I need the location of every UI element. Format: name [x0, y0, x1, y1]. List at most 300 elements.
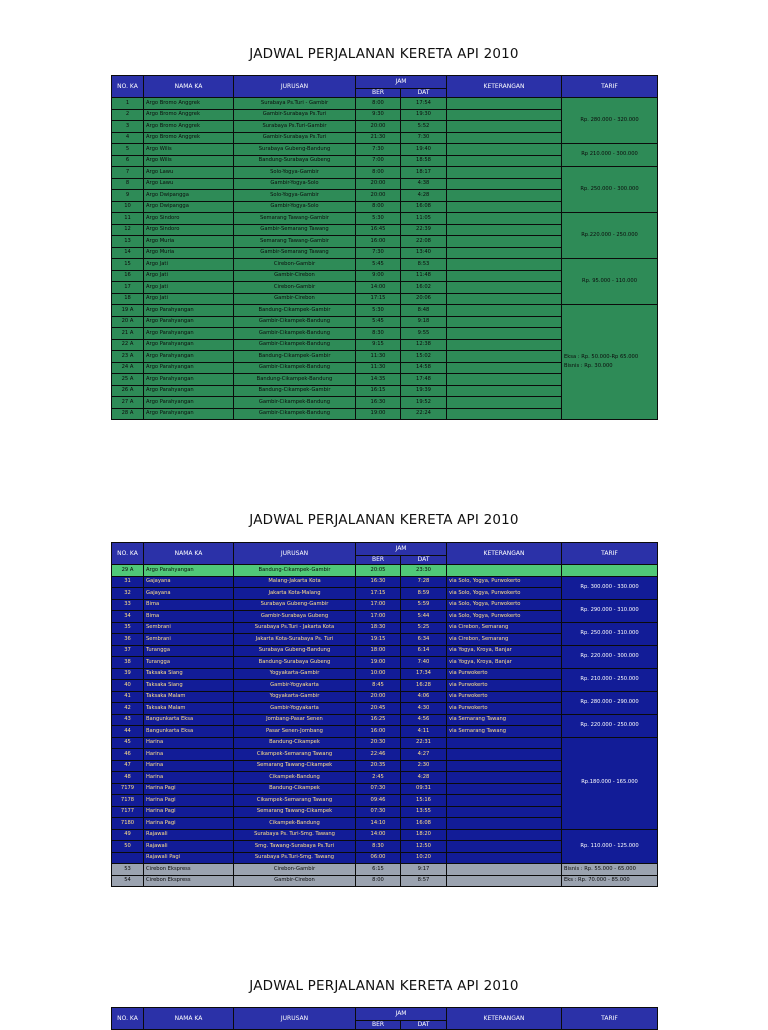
cell-no-ka: 27 A: [112, 397, 144, 409]
cell-keterangan: [447, 749, 562, 761]
cell-nama-ka: Harina Pagi: [144, 806, 234, 818]
cell-no-ka: 11: [112, 213, 144, 225]
cell-nama-ka: Cirebon Ekspress: [144, 875, 234, 887]
cell-jurusan: Semarang Tawang-Gambir: [234, 213, 356, 225]
header-keterangan: KETERANGAN: [447, 1008, 562, 1030]
cell-nama-ka: Gajayana: [144, 588, 234, 600]
cell-no-ka: 53: [112, 864, 144, 876]
cell-jurusan: Surabaya Ps.Turi-Gambir: [234, 121, 356, 133]
cell-berangkat: 9:30: [356, 109, 401, 121]
cell-no-ka: 7: [112, 167, 144, 179]
cell-jurusan: Gambir-Cikampek-Bandung: [234, 362, 356, 374]
cell-no-ka: 29 A: [112, 565, 144, 577]
cell-berangkat: 07:30: [356, 783, 401, 795]
cell-no-ka: 9: [112, 190, 144, 202]
cell-keterangan: [447, 374, 562, 386]
cell-tarif: Rp. 300.000 - 330.000: [562, 576, 658, 599]
cell-no-ka: 31: [112, 576, 144, 588]
table-row: [112, 144, 658, 156]
cell-keterangan: [447, 760, 562, 772]
cell-nama-ka: Argo Jati: [144, 270, 234, 282]
cell-datang: 13:55: [401, 806, 447, 818]
header-tarif: TARIF: [562, 1008, 658, 1030]
cell-keterangan: [447, 737, 562, 749]
cell-berangkat: 14:00: [356, 282, 401, 294]
cell-jurusan: Jakarta Kota-Surabaya Ps. Turi: [234, 634, 356, 646]
cell-tarif: Rp.220.000 - 250.000: [562, 213, 658, 259]
cell-datang: 22:08: [401, 236, 447, 248]
cell-berangkat: 16:30: [356, 397, 401, 409]
cell-keterangan: [447, 362, 562, 374]
table-2-body: [112, 565, 658, 887]
cell-datang: 6:14: [401, 645, 447, 657]
cell-berangkat: 8:00: [356, 201, 401, 213]
cell-keterangan: via Purwokerto: [447, 668, 562, 680]
cell-nama-ka: Harina: [144, 737, 234, 749]
cell-no-ka: 48: [112, 772, 144, 784]
cell-nama-ka: Argo Bromo Anggrek: [144, 121, 234, 133]
cell-jurusan: Surabaya Ps.Turi - Jakarta Kota: [234, 622, 356, 634]
cell-datang: 2:30: [401, 760, 447, 772]
header-no-ka: NO. KA: [112, 76, 144, 98]
cell-berangkat: 8:30: [356, 841, 401, 853]
cell-berangkat: 8:00: [356, 167, 401, 179]
cell-datang: 18:58: [401, 155, 447, 167]
cell-keterangan: [447, 864, 562, 876]
cell-jurusan: Cikampek-Bandung: [234, 818, 356, 830]
cell-nama-ka: Argo Parahyangan: [144, 351, 234, 363]
cell-no-ka: 2: [112, 109, 144, 121]
tarif-bisnis: Bisnis : Rp. 30.000: [564, 362, 613, 369]
cell-jurusan: Jakarta Kota-Malang: [234, 588, 356, 600]
cell-jurusan: Gambir-Yogyakarta: [234, 703, 356, 715]
cell-berangkat: 14:10: [356, 818, 401, 830]
cell-no-ka: 12: [112, 224, 144, 236]
cell-datang: 13:40: [401, 247, 447, 259]
cell-keterangan: [447, 213, 562, 225]
cell-keterangan: [447, 829, 562, 841]
cell-no-ka: 33: [112, 599, 144, 611]
cell-keterangan: [447, 772, 562, 784]
cell-jurusan: Bandung-Cikampek-Gambir: [234, 351, 356, 363]
header-tarif: TARIF: [562, 543, 658, 565]
table-row: [112, 167, 658, 179]
cell-keterangan: [447, 795, 562, 807]
cell-nama-ka: Rajawali Pagi: [144, 852, 234, 864]
cell-datang: 16:02: [401, 282, 447, 294]
cell-no-ka: 21 A: [112, 328, 144, 340]
cell-berangkat: 20:00: [356, 121, 401, 133]
cell-nama-ka: Harina Pagi: [144, 818, 234, 830]
cell-tarif: Rp. 210.000 - 250.000: [562, 668, 658, 691]
cell-keterangan: [447, 293, 562, 305]
cell-no-ka: 7178: [112, 795, 144, 807]
header-no-ka: NO. KA: [112, 1008, 144, 1030]
header-jurusan: JURUSAN: [234, 76, 356, 98]
cell-keterangan: via Cirebon, Semarang: [447, 634, 562, 646]
cell-keterangan: [447, 144, 562, 156]
cell-datang: 22:24: [401, 408, 447, 420]
cell-no-ka: 54: [112, 875, 144, 887]
cell-jurusan: Gambir-Cikampek-Bandung: [234, 316, 356, 328]
cell-berangkat: 22:46: [356, 749, 401, 761]
cell-keterangan: [447, 109, 562, 121]
cell-jurusan: Pasar Senen-Jombang: [234, 726, 356, 738]
cell-keterangan: [447, 259, 562, 271]
cell-jurusan: Surabaya Ps.Turi - Gambir: [234, 98, 356, 110]
cell-nama-ka: Argo Parahyangan: [144, 339, 234, 351]
cell-datang: 19:39: [401, 385, 447, 397]
cell-keterangan: [447, 121, 562, 133]
cell-jurusan: Solo-Yogya-Gambir: [234, 167, 356, 179]
cell-jurusan: Gambir-Cikampek-Bandung: [234, 339, 356, 351]
cell-jurusan: Solo-Yogya-Gambir: [234, 190, 356, 202]
cell-jurusan: Surabaya Gubeng-Gambir: [234, 599, 356, 611]
cell-no-ka: 37: [112, 645, 144, 657]
cell-berangkat: 8:45: [356, 680, 401, 692]
cell-datang: 6:34: [401, 634, 447, 646]
cell-berangkat: 14:35: [356, 374, 401, 386]
cell-datang: 8:57: [401, 875, 447, 887]
cell-datang: 5:59: [401, 599, 447, 611]
cell-no-ka: 49: [112, 829, 144, 841]
header-ber: BER: [356, 556, 401, 565]
table-row: [112, 737, 658, 749]
cell-keterangan: [447, 282, 562, 294]
cell-jurusan: Gambir-Cirebon: [234, 270, 356, 282]
cell-datang: 4:56: [401, 714, 447, 726]
cell-berangkat: 09:46: [356, 795, 401, 807]
table-row: [112, 622, 658, 634]
cell-nama-ka: Argo Parahyangan: [144, 565, 234, 577]
cell-nama-ka: Argo Parahyangan: [144, 374, 234, 386]
cell-berangkat: 5:30: [356, 305, 401, 317]
cell-no-ka: 41: [112, 691, 144, 703]
table-row: [112, 875, 658, 887]
cell-keterangan: [447, 201, 562, 213]
cell-datang: 5:25: [401, 622, 447, 634]
cell-datang: 15:02: [401, 351, 447, 363]
cell-keterangan: [447, 328, 562, 340]
cell-nama-ka: Harina: [144, 749, 234, 761]
cell-keterangan: via Purwokerto: [447, 703, 562, 715]
cell-jurusan: Gambir-Surabaya Ps.Turi: [234, 132, 356, 144]
cell-keterangan: via Solo, Yogya, Purwokerto: [447, 588, 562, 600]
page-title-3: JADWAL PERJALANAN KERETA API 2010: [249, 978, 519, 994]
cell-no-ka: 6: [112, 155, 144, 167]
cell-nama-ka: Argo Sindoro: [144, 224, 234, 236]
cell-jurusan: Gambir-Yogya-Solo: [234, 201, 356, 213]
header-jam: JAM: [356, 1008, 447, 1021]
cell-berangkat: 14:00: [356, 829, 401, 841]
cell-berangkat: 8:00: [356, 875, 401, 887]
cell-berangkat: 11:30: [356, 351, 401, 363]
cell-jurusan: Yogyakarta-Gambir: [234, 691, 356, 703]
cell-datang: 11:05: [401, 213, 447, 225]
cell-nama-ka: Argo Dwipangga: [144, 190, 234, 202]
cell-datang: 16:08: [401, 201, 447, 213]
cell-no-ka: 47: [112, 760, 144, 772]
header-dat: DAT: [401, 556, 447, 565]
cell-no-ka: 45: [112, 737, 144, 749]
cell-nama-ka: Argo Lawu: [144, 167, 234, 179]
header-keterangan: KETERANGAN: [447, 543, 562, 565]
cell-datang: 16:08: [401, 818, 447, 830]
cell-nama-ka: Bima: [144, 611, 234, 623]
cell-no-ka: 38: [112, 657, 144, 669]
cell-berangkat: 16:00: [356, 236, 401, 248]
cell-jurusan: Gambir-Yogyakarta: [234, 680, 356, 692]
cell-datang: 15:16: [401, 795, 447, 807]
cell-nama-ka: Argo Parahyangan: [144, 385, 234, 397]
cell-no-ka: 34: [112, 611, 144, 623]
cell-berangkat: 20:00: [356, 691, 401, 703]
cell-berangkat: 07:30: [356, 806, 401, 818]
cell-keterangan: [447, 98, 562, 110]
cell-no-ka: 5: [112, 144, 144, 156]
cell-tarif: [562, 565, 658, 577]
table-row: [112, 714, 658, 726]
cell-tarif: Rp. 95.000 - 110.000: [562, 259, 658, 305]
cell-berangkat: 7:30: [356, 144, 401, 156]
cell-datang: 19:40: [401, 144, 447, 156]
cell-datang: 12:38: [401, 339, 447, 351]
tarif-eksa: Eksa : Rp. 50.000-Rp 65.000: [564, 354, 639, 361]
cell-berangkat: 20:30: [356, 737, 401, 749]
cell-keterangan: [447, 155, 562, 167]
cell-nama-ka: Argo Wilis: [144, 155, 234, 167]
cell-datang: 10:20: [401, 852, 447, 864]
cell-berangkat: 16:45: [356, 224, 401, 236]
cell-berangkat: 16:15: [356, 385, 401, 397]
cell-berangkat: 20:35: [356, 760, 401, 772]
cell-jurusan: Semarang Tawang-Cikampek: [234, 760, 356, 772]
cell-jurusan: Malang-Jakarta Kota: [234, 576, 356, 588]
cell-keterangan: via Cirebon, Semarang: [447, 622, 562, 634]
cell-datang: 17:34: [401, 668, 447, 680]
page-title-1: JADWAL PERJALANAN KERETA API 2010: [249, 46, 519, 62]
cell-keterangan: via Solo, Yogya, Purwokerto: [447, 576, 562, 588]
cell-keterangan: [447, 397, 562, 409]
cell-jurusan: Semarang Tawang-Cikampek: [234, 806, 356, 818]
cell-datang: 8:59: [401, 588, 447, 600]
cell-tarif: Rp. 220.000 - 300.000: [562, 645, 658, 668]
cell-jurusan: Surabaya Gubeng-Bandung: [234, 645, 356, 657]
cell-keterangan: via Solo, Yogya, Purwokerto: [447, 599, 562, 611]
cell-jurusan: Gambir-Surabaya Ps.Turi: [234, 109, 356, 121]
cell-datang: 5:44: [401, 611, 447, 623]
schedule-table-3: [111, 1007, 658, 1030]
cell-berangkat: 6:15: [356, 864, 401, 876]
cell-jurusan: Surabaya Ps. Turi-Smg. Tawang: [234, 829, 356, 841]
cell-nama-ka: Rajawali: [144, 829, 234, 841]
cell-keterangan: [447, 178, 562, 190]
cell-berangkat: 19:15: [356, 634, 401, 646]
cell-no-ka: 25 A: [112, 374, 144, 386]
cell-tarif: [562, 305, 658, 420]
cell-jurusan: Bandung-Surabaya Gubeng: [234, 657, 356, 669]
table-row: [112, 213, 658, 225]
cell-tarif: Rp. 280.000 - 320.000: [562, 98, 658, 144]
cell-no-ka: 36: [112, 634, 144, 646]
cell-nama-ka: Taksaka Siang: [144, 680, 234, 692]
cell-berangkat: 8:00: [356, 98, 401, 110]
cell-no-ka: 4: [112, 132, 144, 144]
cell-tarif: Rp 210.000 - 300.000: [562, 144, 658, 167]
table-1-body: [112, 98, 658, 420]
cell-datang: 9:18: [401, 316, 447, 328]
cell-nama-ka: Taksaka Malam: [144, 691, 234, 703]
cell-jurusan: Gambir-Semarang Tawang: [234, 247, 356, 259]
cell-no-ka: 35: [112, 622, 144, 634]
cell-jurusan: Bandung-Cikampek-Gambir: [234, 385, 356, 397]
cell-datang: 16:28: [401, 680, 447, 692]
cell-keterangan: [447, 351, 562, 363]
cell-datang: 23:30: [401, 565, 447, 577]
cell-datang: 17:54: [401, 98, 447, 110]
cell-nama-ka: Taksaka Siang: [144, 668, 234, 680]
cell-nama-ka: Harina Pagi: [144, 783, 234, 795]
cell-berangkat: 16:00: [356, 726, 401, 738]
cell-jurusan: Cirebon-Gambir: [234, 259, 356, 271]
cell-datang: 7:40: [401, 657, 447, 669]
cell-keterangan: [447, 339, 562, 351]
cell-berangkat: 17:00: [356, 599, 401, 611]
cell-no-ka: 50: [112, 841, 144, 853]
schedule-table-1: [111, 75, 658, 420]
cell-jurusan: Yogyakarta-Gambir: [234, 668, 356, 680]
cell-datang: 14:58: [401, 362, 447, 374]
cell-nama-ka: Argo Muria: [144, 236, 234, 248]
cell-datang: 9:17: [401, 864, 447, 876]
table-row: [112, 668, 658, 680]
cell-no-ka: 13: [112, 236, 144, 248]
cell-datang: 19:30: [401, 109, 447, 121]
table-row: [112, 599, 658, 611]
cell-no-ka: 18: [112, 293, 144, 305]
cell-tarif: Rp. 250.000 - 310.000: [562, 622, 658, 645]
cell-jurusan: Gambir-Cirebon: [234, 293, 356, 305]
cell-keterangan: [447, 190, 562, 202]
cell-jurusan: Cirebon-Gambir: [234, 864, 356, 876]
cell-tarif: Rp. 250.000 - 300.000: [562, 167, 658, 213]
cell-tarif: Rp.180.000 - 165.000: [562, 737, 658, 829]
cell-datang: 18:17: [401, 167, 447, 179]
cell-keterangan: [447, 316, 562, 328]
cell-datang: 4:27: [401, 749, 447, 761]
cell-nama-ka: Argo Parahyangan: [144, 362, 234, 374]
cell-no-ka: 7179: [112, 783, 144, 795]
cell-keterangan: via Purwokerto: [447, 680, 562, 692]
cell-no-ka: 32: [112, 588, 144, 600]
header-jam: JAM: [356, 76, 447, 89]
cell-berangkat: 19:00: [356, 408, 401, 420]
cell-berangkat: 20:05: [356, 565, 401, 577]
cell-tarif: Rp. 290.000 - 310.000: [562, 599, 658, 622]
cell-no-ka: 26 A: [112, 385, 144, 397]
header-no-ka: NO. KA: [112, 543, 144, 565]
cell-no-ka: 44: [112, 726, 144, 738]
cell-nama-ka: Argo Muria: [144, 247, 234, 259]
header-dat: DAT: [401, 1021, 447, 1030]
cell-nama-ka: Argo Parahyangan: [144, 316, 234, 328]
cell-berangkat: 5:30: [356, 213, 401, 225]
table-row: [112, 864, 658, 876]
cell-nama-ka: Bima: [144, 599, 234, 611]
cell-berangkat: 20:00: [356, 178, 401, 190]
cell-keterangan: [447, 236, 562, 248]
table-row: [112, 576, 658, 588]
cell-nama-ka: Argo Sindoro: [144, 213, 234, 225]
cell-nama-ka: Gajayana: [144, 576, 234, 588]
cell-jurusan: Bandung-Surabaya Gubeng: [234, 155, 356, 167]
cell-keterangan: [447, 270, 562, 282]
cell-no-ka: 43: [112, 714, 144, 726]
table-row: [112, 691, 658, 703]
cell-berangkat: 2:45: [356, 772, 401, 784]
header-ber: BER: [356, 89, 401, 98]
cell-jurusan: Jombang-Pasar Senen: [234, 714, 356, 726]
schedule-table-2: [111, 542, 658, 887]
cell-tarif: Bisnis : Rp. 55.000 - 65.000: [562, 864, 658, 876]
cell-jurusan: Semarang Tawang-Gambir: [234, 236, 356, 248]
cell-tarif: Rp. 220.000 - 250.000: [562, 714, 658, 737]
cell-berangkat: 5:45: [356, 259, 401, 271]
cell-keterangan: [447, 132, 562, 144]
cell-keterangan: [447, 783, 562, 795]
cell-datang: 7:28: [401, 576, 447, 588]
cell-keterangan: [447, 224, 562, 236]
cell-jurusan: Gambir-Cirebon: [234, 875, 356, 887]
cell-datang: 5:52: [401, 121, 447, 133]
cell-keterangan: [447, 565, 562, 577]
header-tarif: TARIF: [562, 76, 658, 98]
cell-no-ka: [112, 852, 144, 864]
cell-berangkat: 21:30: [356, 132, 401, 144]
cell-berangkat: 16:30: [356, 576, 401, 588]
cell-keterangan: [447, 408, 562, 420]
cell-nama-ka: Argo Parahyangan: [144, 305, 234, 317]
cell-nama-ka: Argo Parahyangan: [144, 397, 234, 409]
cell-keterangan: via Yogya, Kroya, Banjar: [447, 645, 562, 657]
table-row: [112, 565, 658, 577]
cell-datang: 9:55: [401, 328, 447, 340]
cell-nama-ka: Argo Lawu: [144, 178, 234, 190]
header-jurusan: JURUSAN: [234, 1008, 356, 1030]
header-dat: DAT: [401, 89, 447, 98]
table-row: [112, 645, 658, 657]
cell-berangkat: 7:00: [356, 155, 401, 167]
cell-jurusan: Smg. Tawang-Surabaya Ps.Turi: [234, 841, 356, 853]
cell-nama-ka: Harina: [144, 772, 234, 784]
cell-jurusan: Bandung-Cikampek-Gambir: [234, 305, 356, 317]
header-jurusan: JURUSAN: [234, 543, 356, 565]
cell-no-ka: 24 A: [112, 362, 144, 374]
cell-keterangan: via Semarang Tawang: [447, 714, 562, 726]
cell-no-ka: 28 A: [112, 408, 144, 420]
cell-nama-ka: Bangunkarta Eksa: [144, 726, 234, 738]
cell-berangkat: 9:00: [356, 270, 401, 282]
cell-berangkat: 16:25: [356, 714, 401, 726]
header-keterangan: KETERANGAN: [447, 76, 562, 98]
cell-no-ka: 14: [112, 247, 144, 259]
table-row: [112, 305, 658, 317]
cell-keterangan: [447, 385, 562, 397]
cell-berangkat: 11:30: [356, 362, 401, 374]
cell-jurusan: Gambir-Cikampek-Bandung: [234, 408, 356, 420]
cell-nama-ka: Argo Jati: [144, 293, 234, 305]
cell-tarif: Rp. 110.000 - 125.000: [562, 829, 658, 864]
